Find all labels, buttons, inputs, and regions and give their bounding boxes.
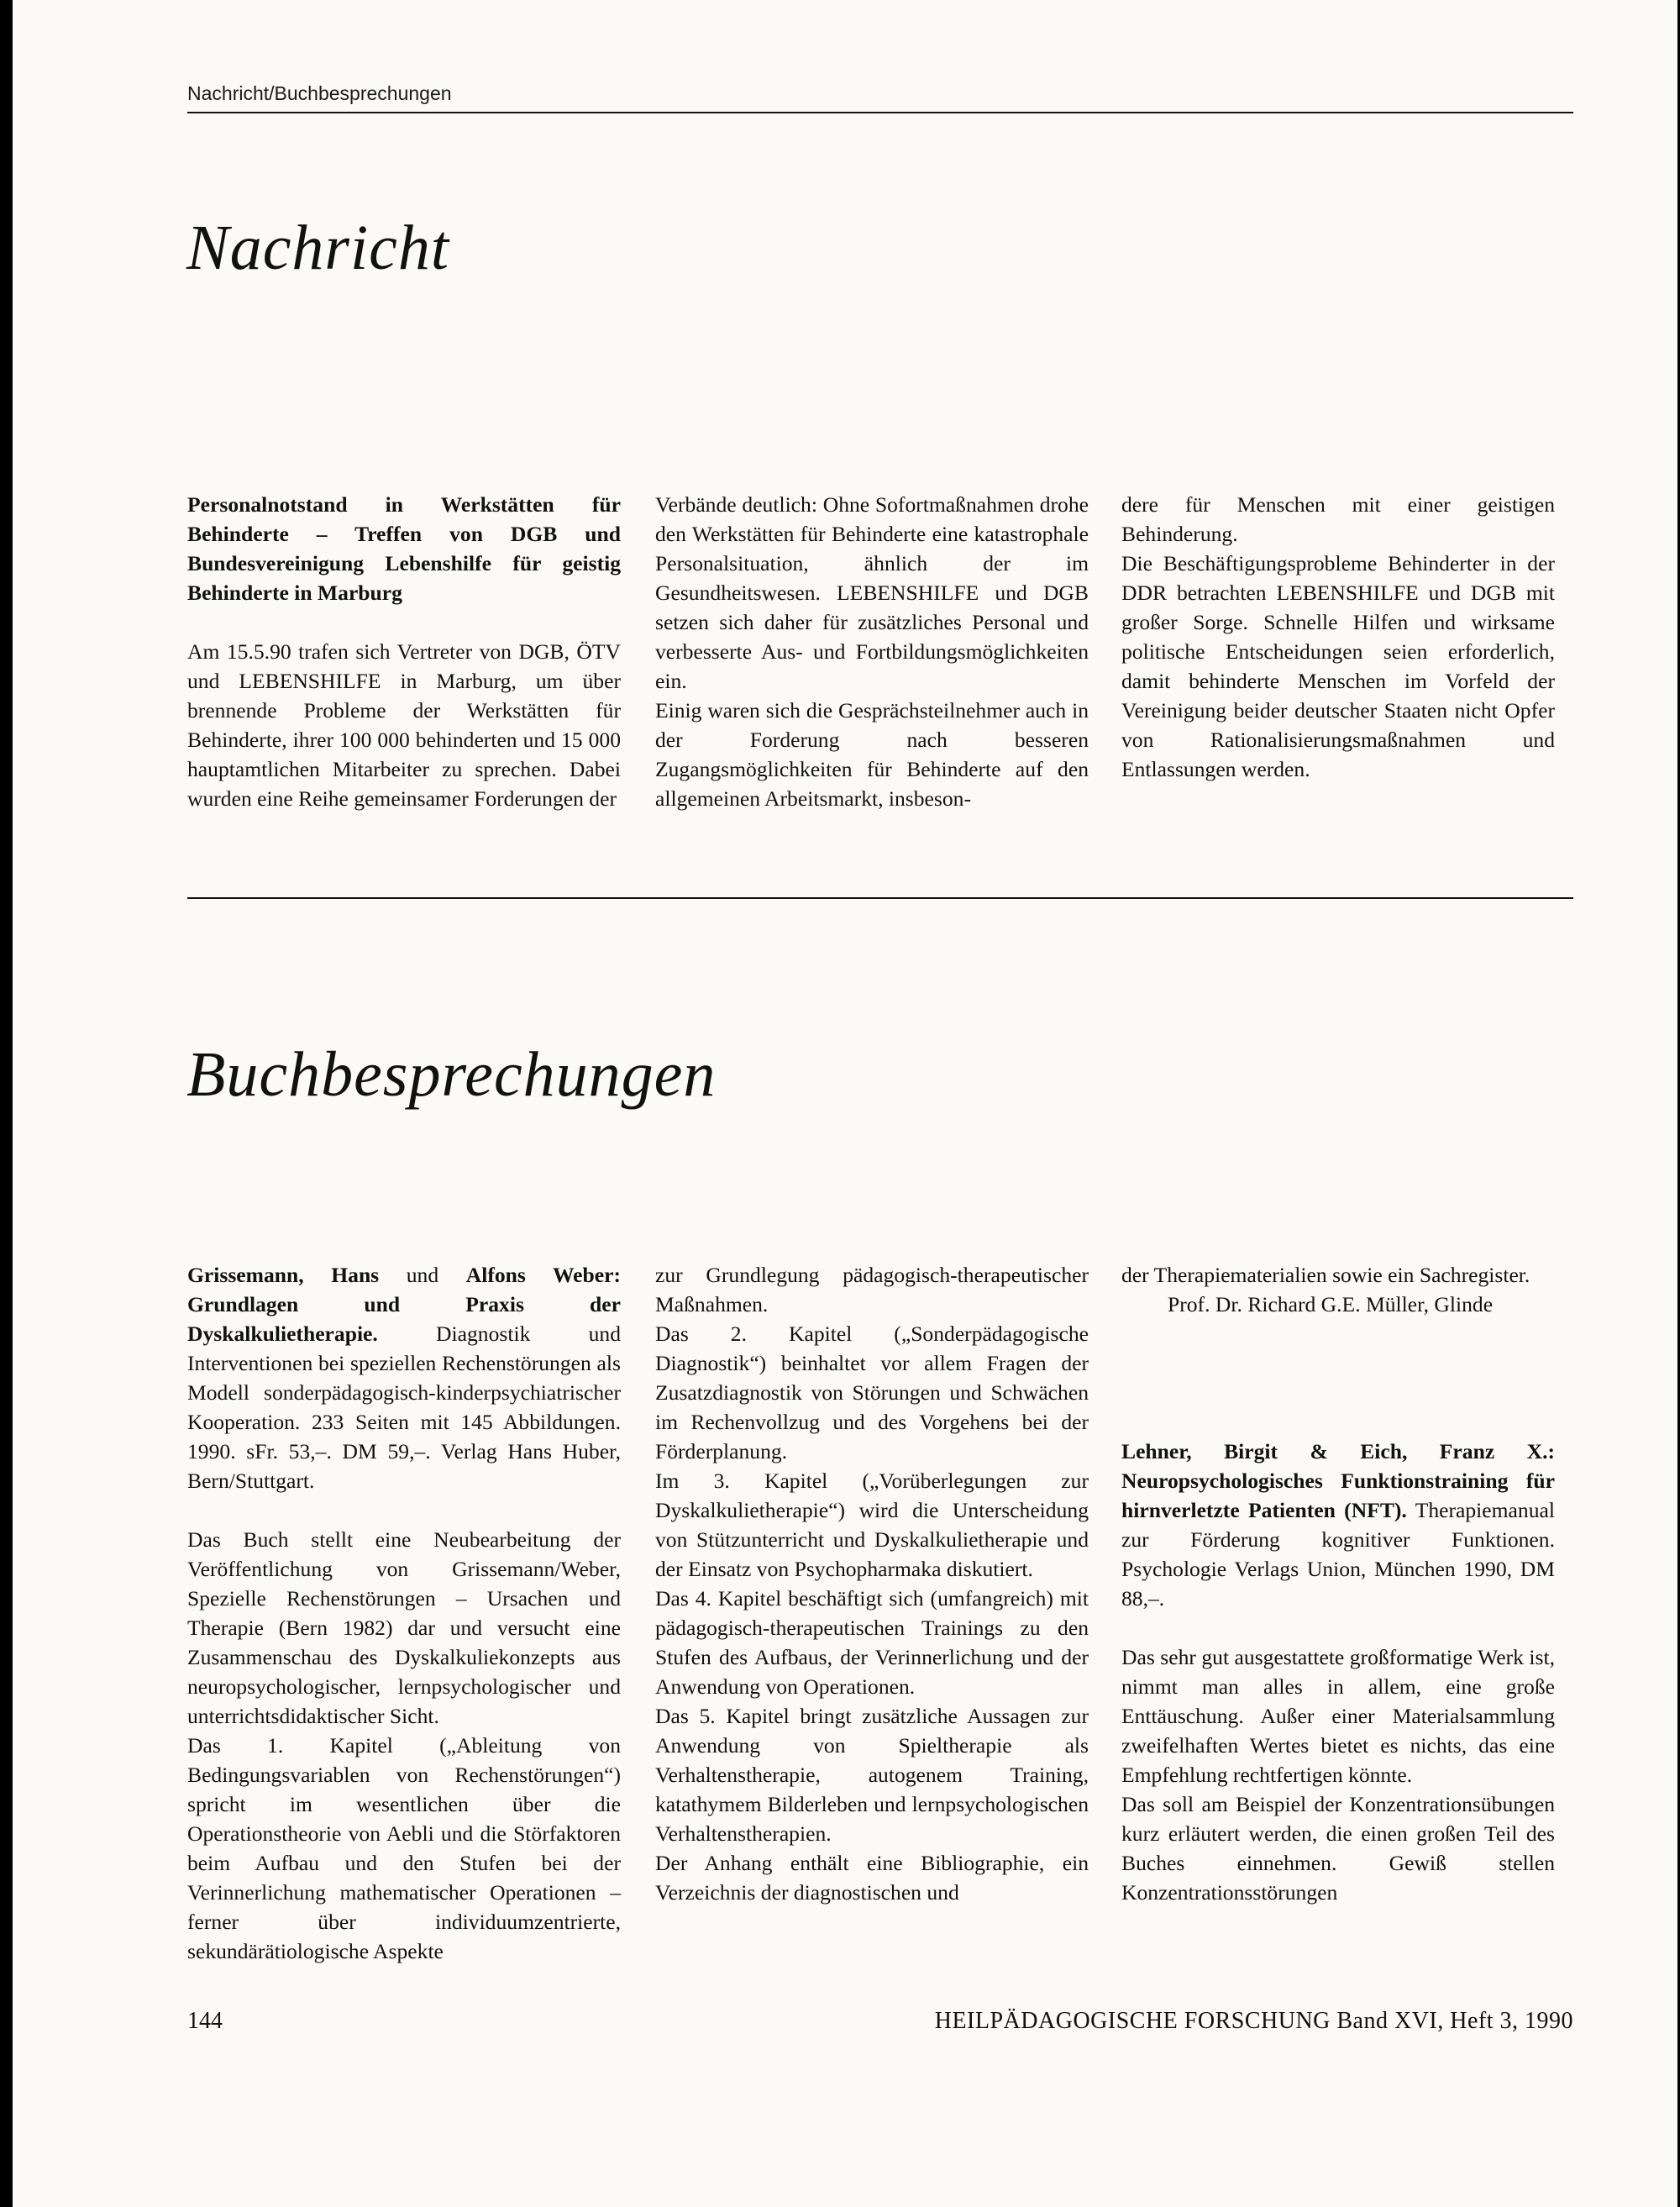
review2-citation (1121, 1437, 1555, 1613)
review2-bibliography: Therapiemanual zur Förderung kognitiver Funktionen. Psychologie Verlags Union, München 1990, DM 88,–. (1121, 1498, 1555, 1611)
nachricht-paragraph: Am 15.5.90 trafen sich Vertreter von DGB, ÖTV und LEBENSHILFE in Marburg, um über brennende Probleme der Werkstätten für Behinderte, ihrer 100 000 behinderten und 15 000 hauptamtlichen Mitarbeiter zu sprechen. Dabei wurden eine Reihe gemeinsamer Forderungen der (187, 639, 621, 811)
review-paragraph: Das soll am Beispiel der Konzentrationsübungen kurz erläutert werden, die einen großen Teil des Buches einnehmen. Gewiß stellen Konzentrationsstörungen (1121, 1792, 1555, 1905)
review1-citation: Grissemann, Hans und Alfons Weber: Grundlagen und Praxis der Dyskalkulietherapie. Diagnostik und Interventionen bei speziellen Rechenstörungen als Modell sonderpädagogisch-kinderpsychiatrischer Kooperation. 233 Seiten mit 145 Abbildungen. 1990. sFr. 53,–. DM 59,–. Verlag Hans Huber, Bern/Stuttgart. (187, 1263, 621, 1493)
section-divider-rule (187, 897, 1573, 899)
nachricht-column-2 (655, 490, 1089, 813)
review-paragraph: Das 5. Kapitel bringt zusätzliche Aussagen zur Anwendung von Spieltherapie als Verhaltenstherapie, autogenem Training, katathymem Bilderleben und lernpsychologischen Verhaltenstherapien. (655, 1704, 1089, 1846)
review-paragraph: Das 1. Kapitel („Ableitung von Bedingungsvariablen von Rechenstörungen“) spricht im wesentlichen über die Operationstheorie von Aebli und die Störfaktoren beim Aufbau und den Stufen bei der Verinnerlichung mathematischer Operationen – ferner über individuumzentrierte, sekundärätiologische Aspekte (187, 1733, 621, 1963)
section-title-buchbesprechungen: Buchbesprechungen (186, 1039, 717, 1110)
section-title-nachricht: Nachricht (186, 213, 449, 283)
review2-title: Lehner, Birgit & Eich, Franz X.: Neuropsychologisches Funktionstraining für hirnverletzte Patienten (NFT). (1121, 1439, 1555, 1522)
review-paragraph: Das sehr gut ausgestattete großformatige Werk ist, nimmt man alles in allem, eine große Enttäuschung. Außer einer Materialsammlung zweifelhaften Wertes bietet es nichts, das eine Empfehlung rechtfertigen könnte. (1121, 1645, 1555, 1787)
review-paragraph: Das Buch stellt eine Neubearbeitung der Veröffentlichung von Grissemann/Weber, Spezielle Rechenstörungen – Ursachen und Therapie (Bern 1982) dar und versucht eine Zusammenschau des Dyskalkuliekonzepts aus neuropsychologischer, lernpsychologischer und unterrichtsdidaktischer Sicht. (187, 1527, 621, 1728)
review-column-2 (655, 1260, 1089, 1907)
review-paragraph: der Therapiematerialien sowie ein Sachregister. (1121, 1263, 1530, 1287)
nachricht-headline: Personalnotstand in Werkstätten für Behinderte – Treffen von DGB und Bundesvereinigung Lebenshilfe für geistig Behinderte in Marburg (187, 492, 621, 605)
document-page (13, 0, 1677, 2207)
header-rule (187, 112, 1573, 113)
running-head: Nachricht/Buchbesprechungen (187, 82, 452, 104)
nachricht-paragraph: dere für Menschen mit einer geistigen Behinderung. (1121, 492, 1555, 546)
nachricht-paragraph: Einig waren sich die Gesprächsteilnehmer auch in der Forderung nach besseren Zugangsmöglichkeiten für Behinderte auf den allgemeinen Arbeitsmarkt, insbeson- (655, 698, 1089, 811)
review1-bibliography: Diagnostik und Interventionen bei speziellen Rechenstörungen als Modell sonderpädagogisch-kinderpsychiatrischer Kooperation. 233 Seiten mit 145 Abbildungen. 1990. sFr. 53,–. DM 59,–. Verlag Hans Huber, Bern/Stuttgart. (187, 1322, 621, 1493)
nachricht-paragraph: Die Beschäftigungsprobleme Behinderter in der DDR betrachten LEBENSHILFE und DGB mit großer Sorge. Schnelle Hilfen und wirksame politische Entscheidungen seien erforderlich, damit behinderte Menschen im Vorfeld der Vereinigung beider deutscher Staaten nicht Opfer von Rationalisierungsmaßnahmen und Entlassungen werden. (1121, 551, 1555, 781)
review-paragraph: Das 4. Kapitel beschäftigt sich (umfangreich) mit pädagogisch-therapeutischen Trainings zu den Stufen des Aufbaus, der Verinnerlichung und der Anwendung von Operationen. (655, 1586, 1089, 1699)
review-paragraph: Im 3. Kapitel („Vorüberlegungen zur Dyskalkulietherapie“) wird die Unterscheidung von Stützunterricht und Dyskalkulietherapie und der Einsatz von Psychopharmaka diskutiert. (655, 1469, 1089, 1581)
review-column-1 (187, 1260, 621, 1966)
reviewer-signature: Prof. Dr. Richard G.E. Müller, Glinde (1168, 1292, 1494, 1316)
review-paragraph: Das 2. Kapitel („Sonderpädagogische Diagnostik“) beinhaltet vor allem Fragen der Zusatzdiagnostik von Störungen und Schwächen im Rechenvollzug und des Vorgehens bei der Förderplanung. (655, 1322, 1089, 1463)
review-column-3 (1121, 1260, 1555, 1907)
nachricht-paragraph: Verbände deutlich: Ohne Sofortmaßnahmen drohe den Werkstätten für Behinderte eine katastrophale Personalsituation, ähnlich der im Gesundheitswesen. LEBENSHILFE und DGB setzen sich daher für zusätzliches Personal und verbesserte Aus- und Fortbildungsmöglichkeiten ein. (655, 492, 1089, 693)
nachricht-column-3 (1121, 490, 1555, 784)
review1-author: Grissemann, Hans (187, 1263, 380, 1287)
page-number: 144 (187, 2008, 223, 2034)
nachricht-column-1 (187, 490, 621, 813)
review1-title: Alfons Weber: Grundlagen und Praxis der Dyskalkulietherapie. (187, 1263, 621, 1346)
review-paragraph: Der Anhang enthält eine Bibliographie, ein Verzeichnis der diagnostischen und (655, 1851, 1089, 1905)
page-footer (187, 2008, 1573, 2038)
review-paragraph: zur Grundlegung pädagogisch-therapeutischer Maßnahmen. (655, 1263, 1089, 1316)
journal-citation: HEILPÄDAGOGISCHE FORSCHUNG Band XVI, Heft 3, 1990 (934, 2008, 1573, 2034)
